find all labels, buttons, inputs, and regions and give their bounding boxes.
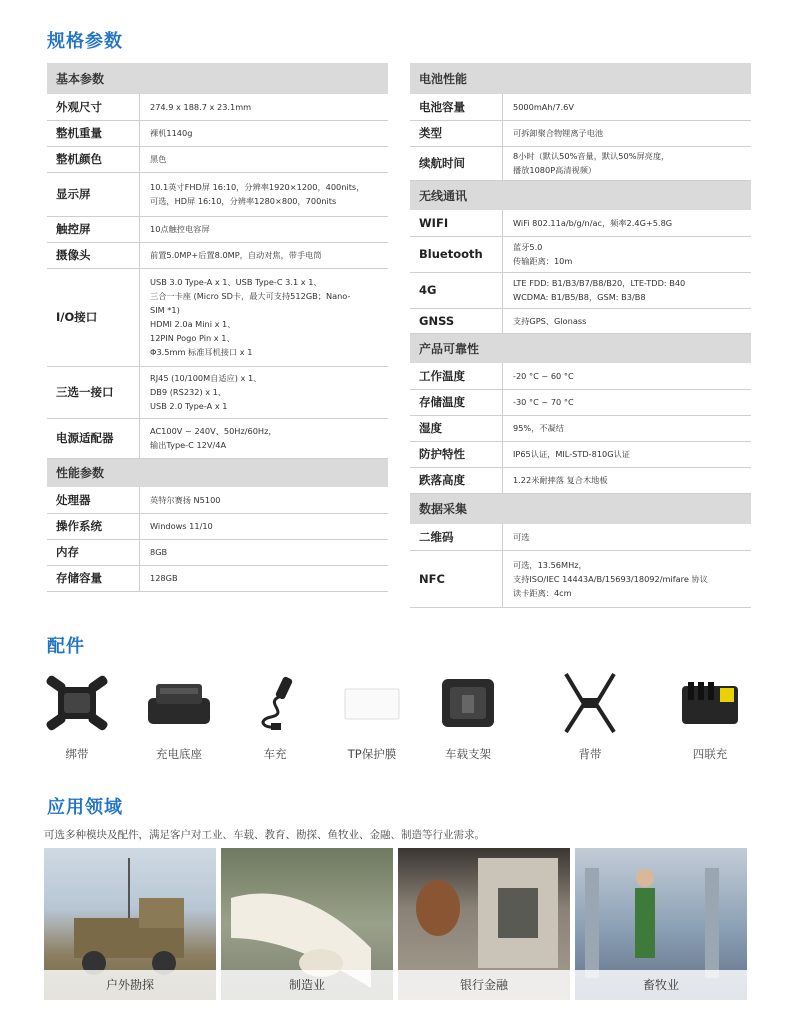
quad-charger-icon [660,672,760,734]
spec-key: 类型 [410,120,503,146]
spec-value: 可选，13.56MHz， 支持ISO/IEC 14443A/B/15693/18092/mifare 协议 读卡距离：4cm [503,550,752,607]
spec-value: 1.22米耐摔落 复合木地板 [503,467,752,493]
spec-key: 工作温度 [410,363,503,389]
spec-value: 蓝牙5.0 传输距离：10m [503,236,752,272]
accessory-label: TP保护膜 [347,747,397,761]
spec-key: 摄像头 [47,242,140,268]
spec-table-right [410,63,751,608]
spec-key: GNSS [410,308,503,333]
spec-key: 跌落高度 [410,467,503,493]
application-photo [398,848,570,1000]
spec-key: WIFI [410,210,503,236]
application-caption: 制造业 [221,970,393,1000]
spec-value: -30 °C ~ 70 °C [503,389,752,415]
spec-value: 8小时（默认50%音量，默认50%屏亮度， 播放1080P高清视频） [503,146,752,180]
spec-table-left [47,63,388,592]
accessory-label: 绑带 [65,747,89,761]
section-data-capture: 数据采集 [410,493,751,524]
accessory-item [322,672,422,762]
section-basic-params: 基本参数 [47,63,388,94]
spec-key: 电池容量 [410,94,503,120]
spec-value: AC100V ~ 240V、50Hz/60Hz， 输出Type-C 12V/4A [140,418,389,458]
accessory-item [540,672,640,762]
spec-value: 274.9 x 188.7 x 23.1mm [140,94,389,120]
spec-key: Bluetooth [410,236,503,272]
spec-key: 湿度 [410,415,503,441]
spec-key: 防护特性 [410,441,503,467]
spec-value: 裸机1140g [140,120,389,146]
spec-value: 95%，不凝结 [503,415,752,441]
spec-key: 处理器 [47,487,140,513]
hand-strap-icon [27,672,127,734]
spec-value: 8GB [140,539,389,565]
spec-value: LTE FDD: B1/B3/B7/B8/B20，LTE-TDD: B40 WCDMA: B1/B5/B8，GSM: B3/B8 [503,272,752,308]
spec-key: 电源适配器 [47,418,140,458]
spec-key: 整机重量 [47,120,140,146]
spec-value: WiFi 802.11a/b/g/n/ac，频率2.4G+5.8G [503,210,752,236]
spec-value: 10点触控电容屏 [140,216,389,242]
spec-key: 操作系统 [47,513,140,539]
shoulder-strap-icon [540,672,640,734]
spec-key: 内存 [47,539,140,565]
accessory-label: 车充 [263,747,287,761]
application-photo [221,848,393,1000]
spec-key: 整机颜色 [47,146,140,172]
spec-value: 可拆卸聚合物锂离子电池 [503,120,752,146]
vehicle-mount-icon [418,672,518,734]
spec-key: 二维码 [410,524,503,550]
section-reliability: 产品可靠性 [410,333,751,363]
accessory-item [225,672,325,762]
section-wireless: 无线通讯 [410,180,751,210]
application-photo [44,848,216,1000]
accessories-title: 配件 [47,636,85,657]
spec-key: 存储温度 [410,389,503,415]
spec-key: I/O接口 [47,268,140,366]
accessory-item [129,672,229,762]
spec-value: 英特尔赛扬 N5100 [140,487,389,513]
charging-dock-icon [129,672,229,734]
section-battery: 电池性能 [410,63,751,94]
spec-value: 可选 [503,524,752,550]
screen-protector-icon [322,672,422,734]
application-caption: 畜牧业 [575,970,747,1000]
accessory-label: 车载支架 [445,747,491,761]
spec-key: 4G [410,272,503,308]
accessory-item [27,672,127,762]
accessory-label: 四联充 [692,747,728,761]
application-caption: 户外勘探 [44,970,216,1000]
spec-value: 10.1英寸FHD屏 16:10，分辨率1920×1200，400nits， 可选，HD屏 16:10，分辨率1280×800，700nits [140,172,389,216]
applications-title: 应用领域 [47,797,123,818]
spec-key: NFC [410,550,503,607]
spec-value: USB 3.0 Type-A x 1、USB Type-C 3.1 x 1、 三合一卡座 (Micro SD卡，最大可支持512GB；Nano- SIM *1) HDMI 2.0a Mini x 1、 12PIN Pogo Pin x 1、 Φ3.5mm 标准耳机接口 x 1 [140,268,389,366]
spec-value: 黑色 [140,146,389,172]
section-performance-params: 性能参数 [47,458,388,487]
spec-key: 存储容量 [47,565,140,591]
spec-value: 5000mAh/7.6V [503,94,752,120]
car-charger-icon [225,672,325,734]
accessory-item [660,672,760,762]
spec-value: 前置5.0MP+后置8.0MP，自动对焦，带手电筒 [140,242,389,268]
accessory-label: 充电底座 [156,747,202,761]
spec-value: 128GB [140,565,389,591]
spec-value: IP65认证，MIL-STD-810G认证 [503,441,752,467]
spec-value: 支持GPS、Glonass [503,308,752,333]
accessory-item [418,672,518,762]
accessory-label: 背带 [578,747,602,761]
spec-key: 三选一接口 [47,366,140,418]
spec-key: 触控屏 [47,216,140,242]
spec-title: 规格参数 [47,31,123,52]
spec-key: 显示屏 [47,172,140,216]
application-caption: 银行金融 [398,970,570,1000]
spec-value: Windows 11/10 [140,513,389,539]
spec-value: RJ45 (10/100M自适应) x 1、 DB9 (RS232) x 1、 USB 2.0 Type-A x 1 [140,366,389,418]
spec-key: 续航时间 [410,146,503,180]
spec-value: -20 °C ~ 60 °C [503,363,752,389]
applications-description: 可选多种模块及配件，满足客户对工业、车载、教育、勘探、鱼牧业、金融、制造等行业需求。 [44,829,485,841]
application-photo [575,848,747,1000]
spec-key: 外观尺寸 [47,94,140,120]
